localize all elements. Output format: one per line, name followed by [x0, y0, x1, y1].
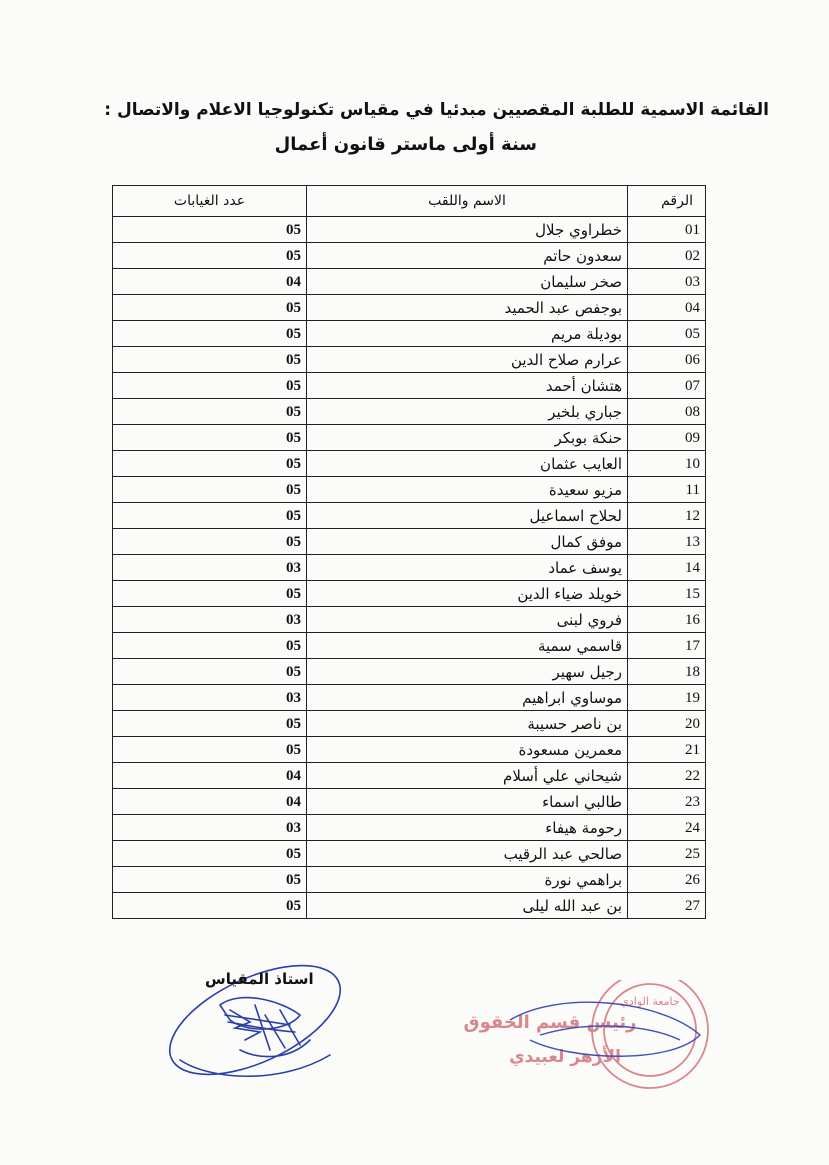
document-title: القائمة الاسمية للطلبة المقصيين مبدئيا في مقياس تكنولوجيا الاعلام والاتصال :	[104, 100, 769, 120]
row-number-cell: 22	[628, 763, 706, 789]
table-row	[113, 477, 706, 503]
absences-cell: 03	[113, 607, 307, 633]
signature-label: استاذ المقياس	[205, 970, 314, 988]
header-name: الاسم واللقب	[307, 186, 628, 217]
student-name-cell: بوديلة مريم	[307, 321, 628, 347]
absences-cell: 05	[113, 893, 307, 919]
row-number-cell: 24	[628, 815, 706, 841]
student-name-cell: موفق كمال	[307, 529, 628, 555]
absences-cell: 03	[113, 555, 307, 581]
student-name-cell: صالحي عبد الرقيب	[307, 841, 628, 867]
table-row	[113, 451, 706, 477]
row-number-cell: 14	[628, 555, 706, 581]
table-row	[113, 867, 706, 893]
table-row	[113, 425, 706, 451]
student-name-cell: خويلد ضياء الدين	[307, 581, 628, 607]
table-row	[113, 685, 706, 711]
student-name-cell: حنكة بوبكر	[307, 425, 628, 451]
row-number-cell: 27	[628, 893, 706, 919]
table-row	[113, 217, 706, 243]
row-number-cell: 11	[628, 477, 706, 503]
student-name-cell: فروي لبنى	[307, 607, 628, 633]
row-number-cell: 01	[628, 217, 706, 243]
student-name-cell: شيحاني علي أسلام	[307, 763, 628, 789]
student-name-cell: يوسف عماد	[307, 555, 628, 581]
student-name-cell: طالبي اسماء	[307, 789, 628, 815]
absences-cell: 05	[113, 217, 307, 243]
table-row	[113, 529, 706, 555]
absences-cell: 05	[113, 477, 307, 503]
table-row	[113, 321, 706, 347]
absences-cell: 04	[113, 763, 307, 789]
table-row	[113, 763, 706, 789]
row-number-cell: 26	[628, 867, 706, 893]
absences-cell: 05	[113, 737, 307, 763]
student-name-cell: براهمي نورة	[307, 867, 628, 893]
student-name-cell: بن عبد الله ليلى	[307, 893, 628, 919]
row-number-cell: 20	[628, 711, 706, 737]
student-name-cell: عرارم صلاح الدين	[307, 347, 628, 373]
table-row	[113, 841, 706, 867]
absences-cell: 05	[113, 243, 307, 269]
table-row	[113, 659, 706, 685]
student-name-cell: بوجفص عبد الحميد	[307, 295, 628, 321]
row-number-cell: 21	[628, 737, 706, 763]
stamp-line-2: الأزهر لعبيدي	[509, 1047, 621, 1067]
table-row	[113, 269, 706, 295]
table-row	[113, 711, 706, 737]
row-number-cell: 06	[628, 347, 706, 373]
header-number: الرقم	[628, 186, 706, 217]
table-row	[113, 399, 706, 425]
row-number-cell: 12	[628, 503, 706, 529]
table-row	[113, 893, 706, 919]
table-row	[113, 607, 706, 633]
student-name-cell: لحلاح اسماعيل	[307, 503, 628, 529]
stamp-ring-text: جامعة الوادي	[620, 995, 680, 1008]
absences-cell: 05	[113, 529, 307, 555]
row-number-cell: 03	[628, 269, 706, 295]
row-number-cell: 15	[628, 581, 706, 607]
table-row	[113, 503, 706, 529]
table-header-row	[113, 186, 706, 217]
absences-cell: 05	[113, 425, 307, 451]
table-row	[113, 581, 706, 607]
row-number-cell: 18	[628, 659, 706, 685]
student-name-cell: رجيل سهير	[307, 659, 628, 685]
absences-cell: 05	[113, 581, 307, 607]
row-number-cell: 19	[628, 685, 706, 711]
table-row	[113, 633, 706, 659]
row-number-cell: 09	[628, 425, 706, 451]
student-name-cell: قاسمي سمية	[307, 633, 628, 659]
absences-cell: 05	[113, 373, 307, 399]
table-row	[113, 555, 706, 581]
table-row	[113, 347, 706, 373]
absences-cell: 05	[113, 295, 307, 321]
students-table	[112, 185, 706, 919]
absences-cell: 05	[113, 659, 307, 685]
student-name-cell: هتشان أحمد	[307, 373, 628, 399]
stamp-line-1: رئيس قسم الحقوق	[463, 1012, 637, 1033]
absences-cell: 05	[113, 503, 307, 529]
student-name-cell: العايب عثمان	[307, 451, 628, 477]
absences-cell: 05	[113, 347, 307, 373]
student-name-cell: معمرين مسعودة	[307, 737, 628, 763]
student-name-cell: صخر سليمان	[307, 269, 628, 295]
student-name-cell: مزيو سعيدة	[307, 477, 628, 503]
row-number-cell: 17	[628, 633, 706, 659]
document-subtitle: سنة أولى ماستر قانون أعمال	[274, 134, 537, 155]
row-number-cell: 16	[628, 607, 706, 633]
row-number-cell: 10	[628, 451, 706, 477]
row-number-cell: 02	[628, 243, 706, 269]
table-row	[113, 815, 706, 841]
table-row	[113, 243, 706, 269]
absences-cell: 05	[113, 399, 307, 425]
student-name-cell: خطراوي جلال	[307, 217, 628, 243]
department-stamp	[400, 980, 730, 1090]
absences-cell: 05	[113, 451, 307, 477]
absences-cell: 05	[113, 867, 307, 893]
table-row	[113, 737, 706, 763]
absences-cell: 05	[113, 633, 307, 659]
student-name-cell: جباري بلخير	[307, 399, 628, 425]
row-number-cell: 04	[628, 295, 706, 321]
student-name-cell: موساوي ابراهيم	[307, 685, 628, 711]
table-row	[113, 789, 706, 815]
header-absences: عدد الغيابات	[113, 186, 307, 217]
row-number-cell: 05	[628, 321, 706, 347]
student-name-cell: بن ناصر حسيبة	[307, 711, 628, 737]
row-number-cell: 08	[628, 399, 706, 425]
absences-cell: 03	[113, 685, 307, 711]
absences-cell: 05	[113, 841, 307, 867]
student-name-cell: رحومة هيفاء	[307, 815, 628, 841]
absences-cell: 05	[113, 321, 307, 347]
table-row	[113, 373, 706, 399]
row-number-cell: 13	[628, 529, 706, 555]
table-row	[113, 295, 706, 321]
absences-cell: 04	[113, 789, 307, 815]
absences-cell: 03	[113, 815, 307, 841]
row-number-cell: 25	[628, 841, 706, 867]
row-number-cell: 23	[628, 789, 706, 815]
student-name-cell: سعدون حاتم	[307, 243, 628, 269]
absences-cell: 04	[113, 269, 307, 295]
absences-cell: 05	[113, 711, 307, 737]
row-number-cell: 07	[628, 373, 706, 399]
